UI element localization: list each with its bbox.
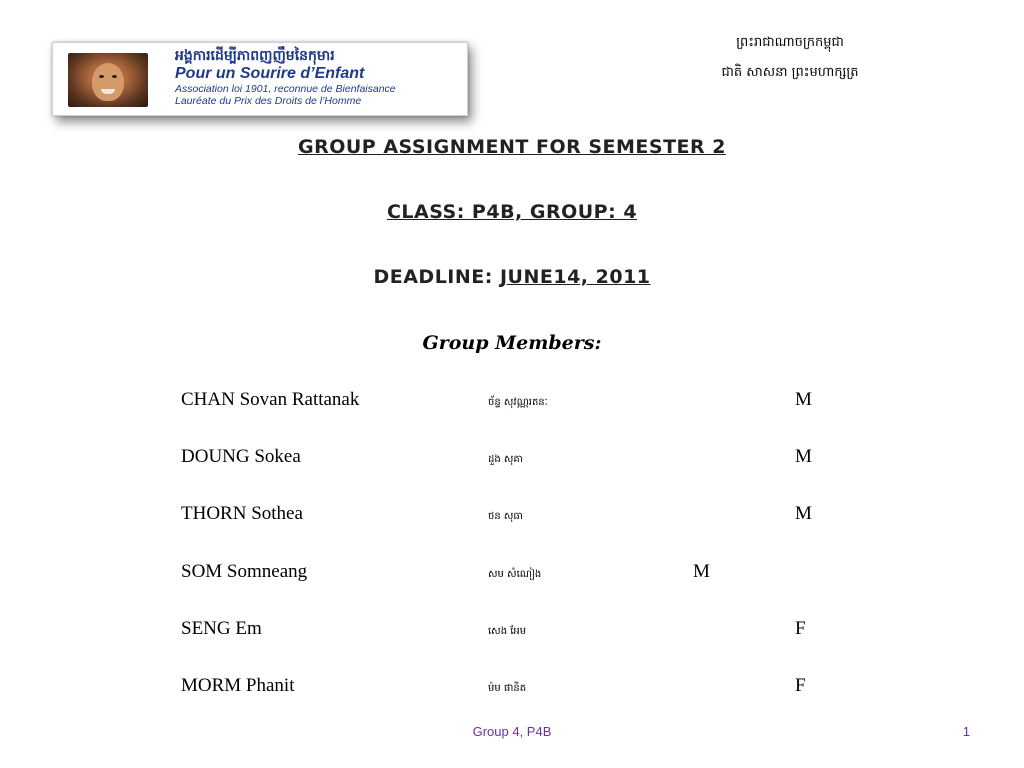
member-row <box>0 446 1024 472</box>
member-khmer-name: ថន សុធា <box>488 511 523 522</box>
member-name: DOUNG Sokea <box>181 446 301 467</box>
organization-logo <box>52 42 468 116</box>
member-sex: F <box>795 618 806 639</box>
class-group-text: CLASS: P4B, GROUP: 4 <box>386 201 638 223</box>
member-khmer-name: សេង អែម <box>488 626 527 637</box>
member-name: SOM Somneang <box>181 561 308 582</box>
page-number: 1 <box>962 724 970 739</box>
logo-khmer-name: អង្គការដើម្បីភាពញញឹមនៃកុមារ <box>175 48 335 64</box>
member-khmer-name: ដួង សុគា <box>488 454 523 465</box>
member-sex: M <box>693 561 710 582</box>
deadline-date: JUNE14, 2011 <box>499 266 651 288</box>
deadline-label: DEADLINE: <box>373 266 493 288</box>
child-photo <box>68 53 148 107</box>
footer-label: Group 4, P4B <box>472 724 552 739</box>
member-khmer-name: សម សំណៀង <box>488 569 542 580</box>
national-header-line-1: ព្រះរាជាណាចក្រកម្ពុជា <box>736 35 844 50</box>
member-sex: M <box>795 389 812 410</box>
member-name: SENG Em <box>181 618 262 639</box>
member-sex: M <box>795 446 812 467</box>
member-row <box>0 503 1024 529</box>
member-row <box>0 561 1024 587</box>
member-name: THORN Sothea <box>181 503 303 524</box>
member-row <box>0 389 1024 415</box>
member-row <box>0 618 1024 644</box>
logo-subtitle-2: Lauréate du Prix des Droits de l’Homme <box>175 95 362 107</box>
deadline-title <box>0 266 1024 288</box>
group-members-heading: Group Members: <box>422 332 602 354</box>
logo-text <box>175 48 465 107</box>
assignment-title-text: GROUP ASSIGNMENT FOR SEMESTER 2 <box>297 136 726 158</box>
member-row <box>0 675 1024 701</box>
assignment-title <box>0 136 1024 158</box>
member-khmer-name: ម៉ម ផានិត <box>488 683 527 694</box>
member-sex: F <box>795 675 806 696</box>
member-khmer-name: ច័ន្ទ សុវណ្ណរតនៈ <box>488 397 548 408</box>
national-header-line-2: ជាតិ សាសនា ព្រះមហាក្សត្រ <box>721 65 859 80</box>
member-name: MORM Phanit <box>181 675 295 696</box>
logo-title: Pour un Sourire d’Enfant <box>175 65 365 82</box>
logo-subtitle-1: Association loi 1901, reconnue de Bienfaisance <box>175 83 396 95</box>
member-name: CHAN Sovan Rattanak <box>181 389 360 410</box>
national-header <box>690 28 890 88</box>
class-group-title <box>0 201 1024 223</box>
member-sex: M <box>795 503 812 524</box>
